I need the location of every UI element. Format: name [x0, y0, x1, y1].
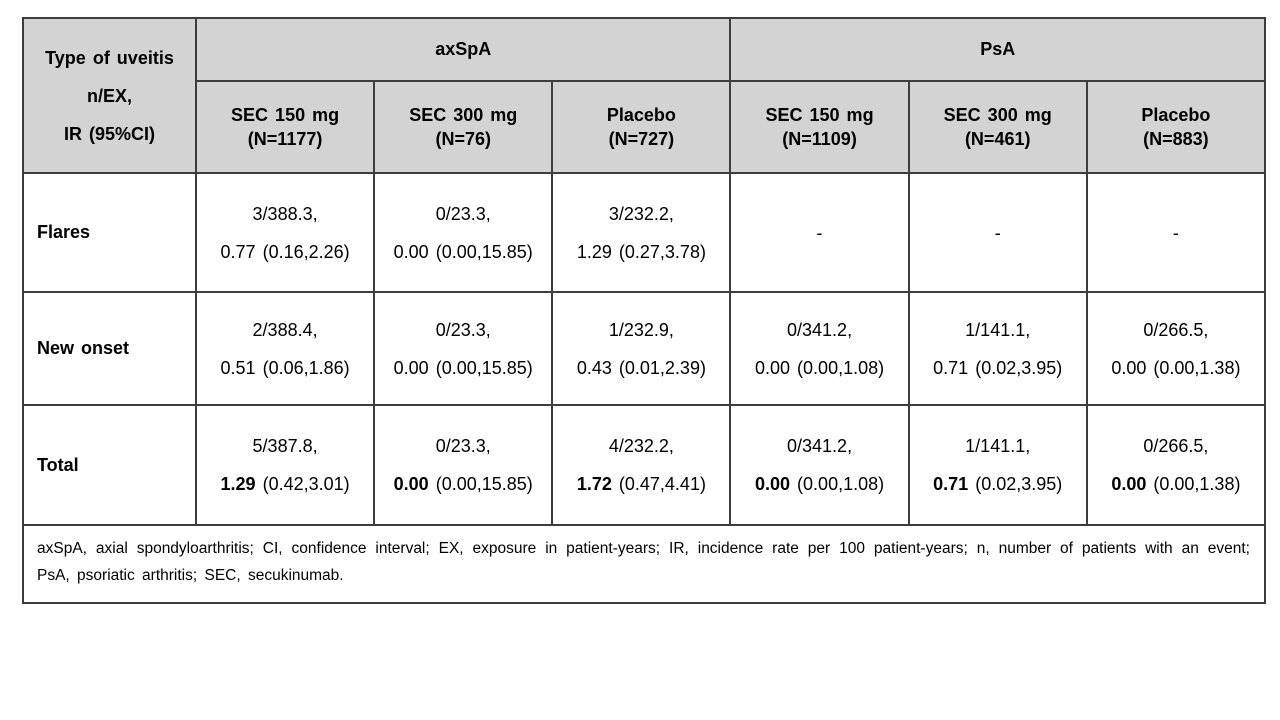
cell-nex: - — [1172, 222, 1179, 243]
footnote-row — [23, 525, 1265, 603]
row-label-new-onset: New onset — [23, 292, 196, 405]
data-cell — [196, 405, 374, 525]
column-header-psa-sec150 — [730, 81, 908, 173]
cell-nex: 5/387.8, — [252, 436, 318, 456]
cell-ci: (0.00,15.85) — [435, 241, 533, 262]
cell-ir: 0.71 — [933, 357, 969, 378]
data-cell — [730, 405, 908, 525]
corner-header — [23, 18, 196, 173]
cell-nex: 0/266.5, — [1143, 436, 1209, 456]
cell-ci: (0.27,3.78) — [618, 241, 706, 262]
column-header-row — [23, 81, 1265, 173]
cell-ir-ci — [735, 349, 903, 387]
cell-ci: (0.00,1.08) — [797, 474, 885, 494]
column-header-axspa-placebo — [552, 81, 730, 173]
cell-ci: (0.06,1.86) — [262, 357, 350, 378]
group-header-row — [23, 18, 1265, 81]
group-header-psa: PsA — [730, 18, 1265, 81]
group-header-axspa: axSpA — [196, 18, 730, 81]
cell-ci: (0.00,1.38) — [1153, 474, 1241, 494]
data-cell — [730, 292, 908, 405]
cell-ci: (0.42,3.01) — [262, 474, 350, 494]
row-label-total: Total — [23, 405, 196, 525]
cell-ir: 0.00 — [393, 241, 429, 262]
cell-ir-ci — [379, 349, 547, 387]
cell-nex: 0/341.2, — [787, 436, 853, 456]
cell-nex: 0/23.3, — [435, 436, 491, 456]
cell-ci: (0.00,1.38) — [1153, 357, 1241, 378]
column-n-label: (N=727) — [608, 129, 675, 149]
footnote: axSpA, axial spondyloarthritis; CI, confidence interval; EX, exposure in patient-years; IR, incidence rate per 100 patient-years; n, number of patients with an event; PsA, psoriatic arthritis; SEC, secukinumab. — [23, 525, 1265, 603]
column-n-label: (N=76) — [435, 129, 491, 149]
cell-ir: 0.51 — [220, 357, 256, 378]
cell-nex: 1/141.1, — [965, 436, 1031, 456]
column-drug-label: SEC 150 mg — [765, 105, 874, 125]
data-cell — [552, 173, 730, 292]
cell-nex: 0/266.5, — [1143, 319, 1209, 340]
cell-ir: 0.00 — [754, 357, 791, 378]
corner-header-line3: IR (95%CI) — [63, 123, 155, 144]
column-header-psa-placebo — [1087, 81, 1265, 173]
cell-ir-ci — [201, 349, 369, 387]
row-label-flares: Flares — [23, 173, 196, 292]
cell-nex: 1/232.9, — [608, 319, 674, 340]
cell-ir: 0.00 — [393, 357, 429, 378]
data-cell — [196, 173, 374, 292]
cell-nex: 4/232.2, — [608, 436, 674, 456]
cell-nex: - — [994, 222, 1001, 243]
cell-ci: (0.00,15.85) — [435, 474, 533, 494]
data-cell — [374, 405, 552, 525]
cell-ci: (0.00,1.08) — [797, 357, 885, 378]
cell-ir-ci — [735, 465, 903, 503]
table-row-total — [23, 405, 1265, 525]
cell-ir-ci — [201, 465, 369, 503]
cell-ci: (0.16,2.26) — [262, 241, 350, 262]
cell-ir: 1.29 — [576, 241, 612, 262]
column-drug-label: SEC 150 mg — [231, 105, 340, 125]
column-header-psa-sec300 — [909, 81, 1087, 173]
cell-ir: 0.77 — [220, 241, 256, 262]
table-row-new-onset — [23, 292, 1265, 405]
column-n-label: (N=461) — [964, 129, 1031, 149]
cell-nex: 1/141.1, — [965, 319, 1031, 340]
cell-ci: (0.00,15.85) — [435, 357, 533, 378]
cell-ir-ci — [1092, 465, 1260, 503]
cell-ir-ci — [914, 349, 1082, 387]
cell-nex: - — [816, 222, 823, 243]
column-drug-label: Placebo — [606, 105, 676, 125]
data-cell — [552, 405, 730, 525]
data-cell — [1087, 173, 1265, 292]
cell-ir-ci — [201, 233, 369, 271]
table-row-flares — [23, 173, 1265, 292]
cell-ir-ci — [557, 349, 725, 387]
cell-ir: 0.00 — [754, 474, 791, 494]
cell-ir: 0.00 — [1111, 474, 1147, 494]
cell-ir: 0.00 — [393, 474, 429, 494]
column-n-label: (N=1109) — [782, 129, 857, 149]
cell-ir-ci — [557, 233, 725, 271]
column-drug-label: SEC 300 mg — [943, 105, 1052, 125]
cell-nex: 0/341.2, — [787, 319, 853, 340]
cell-nex: 3/232.2, — [608, 203, 674, 224]
cell-nex: 2/388.4, — [252, 319, 318, 340]
corner-header-line2: n/EX, — [86, 85, 132, 106]
cell-ir-ci — [379, 233, 547, 271]
cell-ci: (0.01,2.39) — [618, 357, 706, 378]
cell-ir-ci — [379, 465, 547, 503]
data-cell — [909, 292, 1087, 405]
column-header-axspa-sec300 — [374, 81, 552, 173]
corner-header-line1: Type of uveitis — [45, 47, 174, 68]
column-drug-label: SEC 300 mg — [409, 105, 518, 125]
column-n-label: (N=1177) — [247, 129, 323, 149]
cell-ir-ci — [557, 465, 725, 503]
cell-ir: 1.29 — [220, 474, 256, 494]
cell-ir: 0.71 — [933, 474, 969, 494]
data-cell — [909, 173, 1087, 292]
uveitis-table — [22, 17, 1266, 604]
cell-ir: 1.72 — [576, 474, 612, 494]
cell-ci: (0.02,3.95) — [975, 474, 1063, 494]
data-cell — [1087, 405, 1265, 525]
data-cell — [909, 405, 1087, 525]
data-cell — [196, 292, 374, 405]
cell-nex: 0/23.3, — [435, 319, 491, 340]
cell-ci: (0.02,3.95) — [975, 357, 1063, 378]
column-header-axspa-sec150 — [196, 81, 374, 173]
cell-ci: (0.47,4.41) — [618, 474, 706, 494]
cell-nex: 3/388.3, — [252, 203, 318, 224]
cell-nex: 0/23.3, — [435, 203, 491, 224]
cell-ir: 0.43 — [576, 357, 612, 378]
cell-ir: 0.00 — [1111, 357, 1147, 378]
cell-ir-ci — [914, 465, 1082, 503]
cell-ir-ci — [1092, 349, 1260, 387]
column-drug-label: Placebo — [1141, 105, 1211, 125]
data-cell — [552, 292, 730, 405]
column-n-label: (N=883) — [1143, 129, 1209, 149]
data-cell — [374, 173, 552, 292]
data-cell — [1087, 292, 1265, 405]
data-cell — [374, 292, 552, 405]
data-cell — [730, 173, 908, 292]
